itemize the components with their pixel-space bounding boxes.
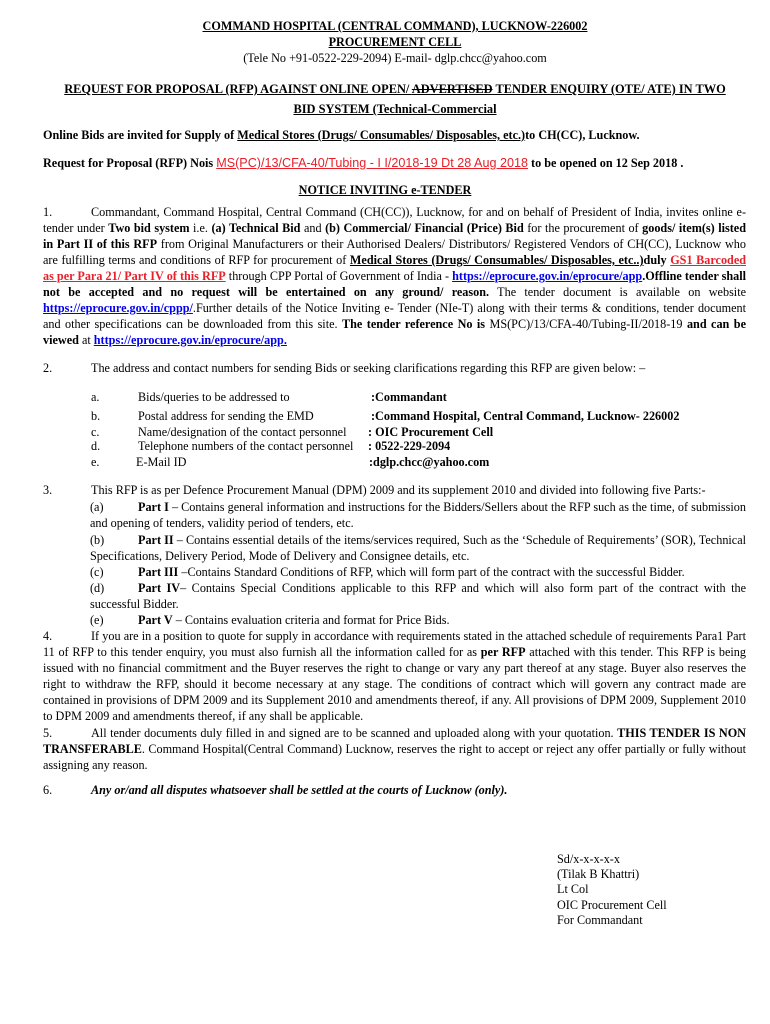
para1-bold-duly: duly [643, 253, 671, 267]
para6-text: Any or/and all disputes whatsoever shall be settled at the courts of Lucknow (only). [91, 783, 508, 797]
para3-number: 3. [43, 483, 53, 497]
intro-text-b: Medical Stores (Drugs/ Consumables/ Disposables, etc.) [237, 128, 526, 142]
para1-gs1-barcoded: GS1 Barcoded as per Para 21/ Part IV of this RFP [43, 253, 747, 283]
contact-row [91, 455, 99, 470]
rfp-no-value: MS(PC)/13/CFA-40/Tubing - I I/2018-19 Dt 28 Aug 2018 [216, 156, 528, 170]
intro-text-a: Online Bids are invited for Supply of [43, 128, 238, 142]
para1-bold-reference: The tender reference No is [342, 317, 490, 331]
rfp-title-struck: ADVERTISED [411, 82, 493, 96]
part-b [90, 532, 746, 564]
part-d [90, 580, 746, 612]
paragraph-1 [43, 204, 746, 348]
contact-value: : OIC Procurement Cell [368, 425, 494, 439]
para1-bold-twobid: Two bid system [108, 221, 190, 235]
part-name: Part V [138, 613, 173, 627]
part-letter: (a) [90, 500, 104, 514]
part-name: Part I [138, 500, 169, 514]
para1-text: i.e. [189, 221, 212, 235]
para5-text: All tender documents duly filled in and signed are to be scanned and uploaded along with your quotation. [91, 726, 618, 740]
contact-label: Telephone numbers of the contact personnel [138, 439, 354, 453]
para1-text: .Further details of the Notice Inviting e- Tender (NIe-T) along with their terms & conditions, tender document and other specifications can be downloaded from this site. [43, 301, 746, 331]
contact-value: : 0522-229-2094 [368, 439, 451, 453]
eprocure-app-link[interactable]: https://eprocure.gov.in/eprocure/app [452, 269, 643, 283]
para6-number: 6. [43, 783, 53, 797]
para1-reference-no: MS(PC)/13/CFA-40/Tubing-II/2018-19 [489, 317, 687, 331]
part-desc: – Contains general information and instructions for the Bidders/Sellers about the RFP such as the time, of submission and opening of tenders, validity period of tenders, etc. [90, 500, 746, 530]
rfp-title-part1: REQUEST FOR PROPOSAL (RFP) AGAINST ONLINE OPEN/ [64, 82, 412, 96]
contact-letter: a. [91, 390, 100, 404]
part-name: Part IV [138, 581, 181, 595]
para2-number: 2. [43, 361, 53, 375]
contact-letter: c. [91, 425, 100, 439]
para1-bold-goods: goods/ item(s) listed in Part II of this RFP [43, 221, 746, 251]
part-letter: (e) [90, 613, 104, 627]
eprocure-app-link-2[interactable]: https://eprocure.gov.in/eprocure/app. [93, 333, 287, 347]
signature-block [557, 852, 667, 928]
part-desc: – Contains essential details of the items/services required, Such as the ‘Schedule of Requirements’ (SOR), Technical Specifications, Delivery Period, Mode of Delivery and Consignee details, etc. [90, 533, 746, 563]
cppp-link[interactable]: https://eprocure.gov.in/cppp/ [43, 301, 193, 315]
part-letter: (b) [90, 533, 105, 547]
para1-text: at [78, 333, 94, 347]
para5-text: . Command Hospital(Central Command) Lucknow, reserves the right to accept or reject any offer partially or fully without assigning any reason. [43, 742, 746, 772]
contact-label: Name/designation of the contact personnel [138, 425, 347, 439]
contact-value: :Command Hospital, Central Command, Lucknow- 226002 [371, 409, 680, 423]
para1-text: and [300, 221, 326, 235]
contact-letter: e. [91, 455, 100, 469]
notice-title: NOTICE INVITING e-TENDER [298, 183, 472, 197]
para1-text: from Original Manufacturers or their Authorised Dealers/ Distributors/ Registered Vendors of CH(CC), Lucknow who are fulfilling terms and conditions of RFP for procurement of [43, 237, 746, 267]
para1-bold-commercial: (b) Commercial/ Financial (Price) Bid [325, 221, 524, 235]
paragraph-5 [43, 725, 746, 773]
part-desc: – Contains Special Conditions applicable to this RFP and which will also form part of the contract with the successful Bidder. [90, 581, 746, 611]
para5-number: 5. [43, 726, 53, 740]
signatory-for: For Commandant [557, 912, 643, 927]
contact-value: :Commandant [371, 390, 447, 404]
part-desc: – Contains evaluation criteria and format for Price Bids. [172, 613, 450, 627]
cell-name: PROCUREMENT CELL [328, 35, 462, 49]
hospital-name: COMMAND HOSPITAL (CENTRAL COMMAND), LUCKNOW-226002 [202, 19, 588, 33]
rfp-no-text-c: to be opened on 12 Sep 2018 . [527, 156, 684, 170]
paragraph-4 [43, 628, 746, 724]
rfp-no-text-a: Request for Proposal (RFP) Nois [43, 156, 217, 170]
para1-text: The tender document is available on website [489, 285, 746, 299]
contact-label: E-Mail ID [136, 455, 187, 469]
contact-value: :dglp.chcc@yahoo.com [369, 455, 490, 469]
part-c [90, 564, 746, 580]
contact-row [91, 409, 100, 424]
contact-line: (Tele No +91-0522-229-2094) E-mail- dglp.chcc@yahoo.com [243, 51, 547, 65]
paragraph-3 [43, 482, 746, 498]
contact-label: Bids/queries to be addressed to [138, 390, 290, 404]
paragraph-2 [43, 360, 746, 376]
contact-letter: b. [91, 409, 101, 423]
signatory-designation: OIC Procurement Cell [557, 897, 667, 912]
para2-text: The address and contact numbers for sending Bids or seeking clarifications regarding this RFP are given below: – [91, 361, 646, 375]
part-desc: –Contains Standard Conditions of RFP, which will form part of the contract with the successful Bidder. [178, 565, 685, 579]
part-letter: (c) [90, 565, 104, 579]
para1-text: through CPP Portal of Government of India - [225, 269, 453, 283]
para4-text: attached with this tender. This RFP is being issued with no financial commitment and the Buyer reserves the right to change or vary any part thereof at any stage. Buyer also reserves the right to withdraw the RFP, should it become necessary at any stage. The conditions of contract which will govern any contract made are contained in provisions of DPM 2009 and its Supplement 2010 and amendments thereof, if any. All provisions of DPM 2009, Supplement 2010 to DPM 2009 and amendments thereof, if any shall be applicable. [43, 645, 746, 723]
signatory-rank: Lt Col [557, 882, 589, 897]
signatory-name: (Tilak B Khattri) [557, 867, 640, 882]
letterhead [0, 18, 770, 66]
para1-bold-medical-stores: Medical Stores (Drugs/ Consumables/ Disposables, etc..) [349, 253, 644, 267]
paragraph-6 [43, 782, 746, 798]
contact-letter: d. [91, 439, 101, 453]
rfp-title-line2: BID SYSTEM (Technical-Commercial [293, 102, 497, 116]
rfp-number-line [43, 156, 683, 171]
part-e [90, 612, 746, 628]
para5-bold-nontransferable: THIS TENDER IS NON TRANSFERABLE [43, 726, 746, 756]
intro-text-c: to CH(CC), Lucknow. [525, 128, 640, 142]
part-letter: (d) [90, 581, 105, 595]
part-name: Part II [138, 533, 174, 547]
rfp-title-part2: TENDER ENQUIRY (OTE/ ATE) IN TWO [492, 82, 726, 96]
para1-bold-offline: .Offline tender shall not be accepted and no request will be entertained on any ground/ reason. [43, 269, 747, 299]
para4-bold-per-rfp: per RFP [480, 645, 526, 659]
para1-number: 1. [43, 205, 53, 219]
para1-bold-technical: (a) Technical Bid [211, 221, 301, 235]
intro-line [43, 128, 640, 143]
para3-text: This RFP is as per Defence Procurement Manual (DPM) 2009 and its supplement 2010 and divided into following five Parts:- [91, 483, 706, 497]
para1-text: for the procurement of [523, 221, 643, 235]
signature-sd: Sd/x-x-x-x-x [557, 852, 620, 866]
para1-text: Commandant, Command Hospital, Central Command (CH(CC)), Lucknow, for and on behalf of President of India, invites online e-tender under [43, 205, 746, 235]
contact-row [91, 425, 99, 440]
rfp-title [20, 79, 770, 119]
contact-row [91, 439, 100, 454]
para4-number: 4. [43, 629, 53, 643]
para4-text: If you are in a position to quote for supply in accordance with requirements stated in the attached schedule of requirements Para1 Part 11 of RFP to this tender enquiry, you must also furnish all the information called for as [43, 629, 746, 659]
part-name: Part III [138, 565, 179, 579]
part-a [90, 499, 746, 531]
contact-row [91, 390, 99, 405]
contact-label: Postal address for sending the EMD [138, 409, 314, 423]
para1-bold-viewed: and can be viewed [43, 317, 746, 347]
